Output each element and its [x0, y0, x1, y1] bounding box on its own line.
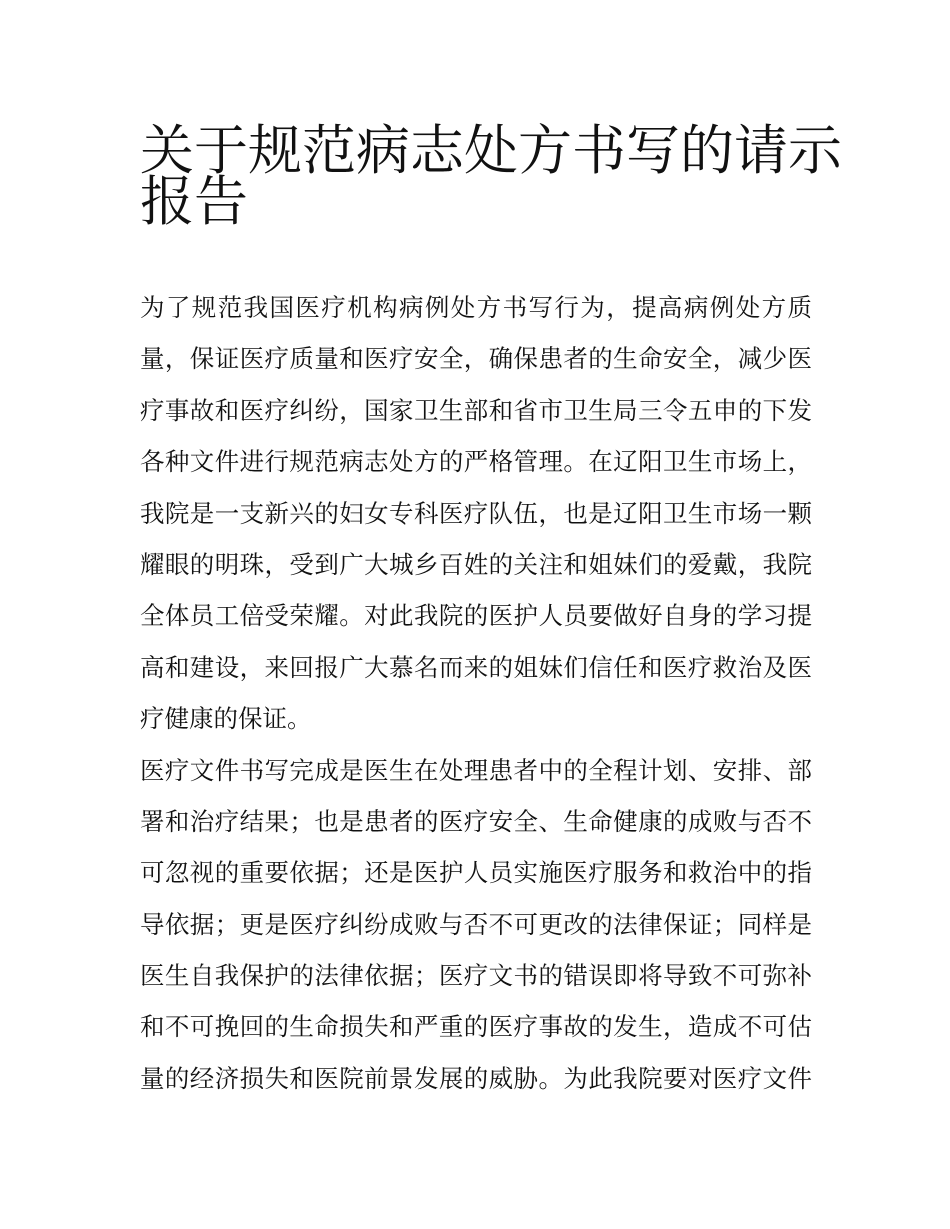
text-line: 高和建设，来回报广大慕名而来的姐妹们信任和医疗救治及医 — [140, 652, 812, 682]
text-line: 和不可挽回的生命损失和严重的医疗事故的发生，造成不可估 — [140, 1012, 812, 1042]
text-line: 医生自我保护的法律依据；医疗文书的错误即将导致不可弥补 — [140, 961, 812, 991]
text-line: 疗事故和医疗纠纷，国家卫生部和省市卫生局三令五申的下发 — [140, 395, 812, 425]
text-line: 全体员工倍受荣耀。对此我院的医护人员要做好自身的学习提 — [140, 601, 812, 631]
text-line: 为了规范我国医疗机构病例处方书写行为，提高病例处方质 — [140, 293, 812, 322]
text-line: 医疗文件书写完成是医生在处理患者中的全程计划、安排、部 — [140, 755, 812, 785]
text-line: 耀眼的明珠，受到广大城乡百姓的关注和姐妹们的爱戴，我院 — [140, 549, 812, 579]
title-line: 报告 — [140, 170, 248, 234]
text-line: 量，保证医疗质量和医疗安全，确保患者的生命安全，减少医 — [140, 344, 812, 374]
text-line: 疗健康的保证。 — [140, 704, 312, 734]
document-body — [140, 282, 812, 1104]
document-title — [140, 112, 842, 234]
text-line: 可忽视的重要依据；还是医护人员实施医疗服务和救治中的指 — [140, 858, 812, 888]
text-line: 署和治疗结果；也是患者的医疗安全、生命健康的成败与否不 — [140, 806, 812, 836]
text-line: 各种文件进行规范病志处方的严格管理。在辽阳卫生市场上， — [140, 447, 812, 477]
text-line: 量的经济损失和医院前景发展的威胁。为此我院要对医疗文件 — [140, 1063, 812, 1093]
title-line: 关于规范病志处方书写的请示 — [140, 119, 842, 182]
paragraph-1 — [140, 282, 812, 745]
text-line: 导依据；更是医疗纠纷成败与否不可更改的法律保证；同样是 — [140, 909, 812, 939]
text-line: 我院是一支新兴的妇女专科医疗队伍，也是辽阳卫生市场一颗 — [140, 498, 812, 528]
paragraph-2 — [140, 745, 812, 1105]
